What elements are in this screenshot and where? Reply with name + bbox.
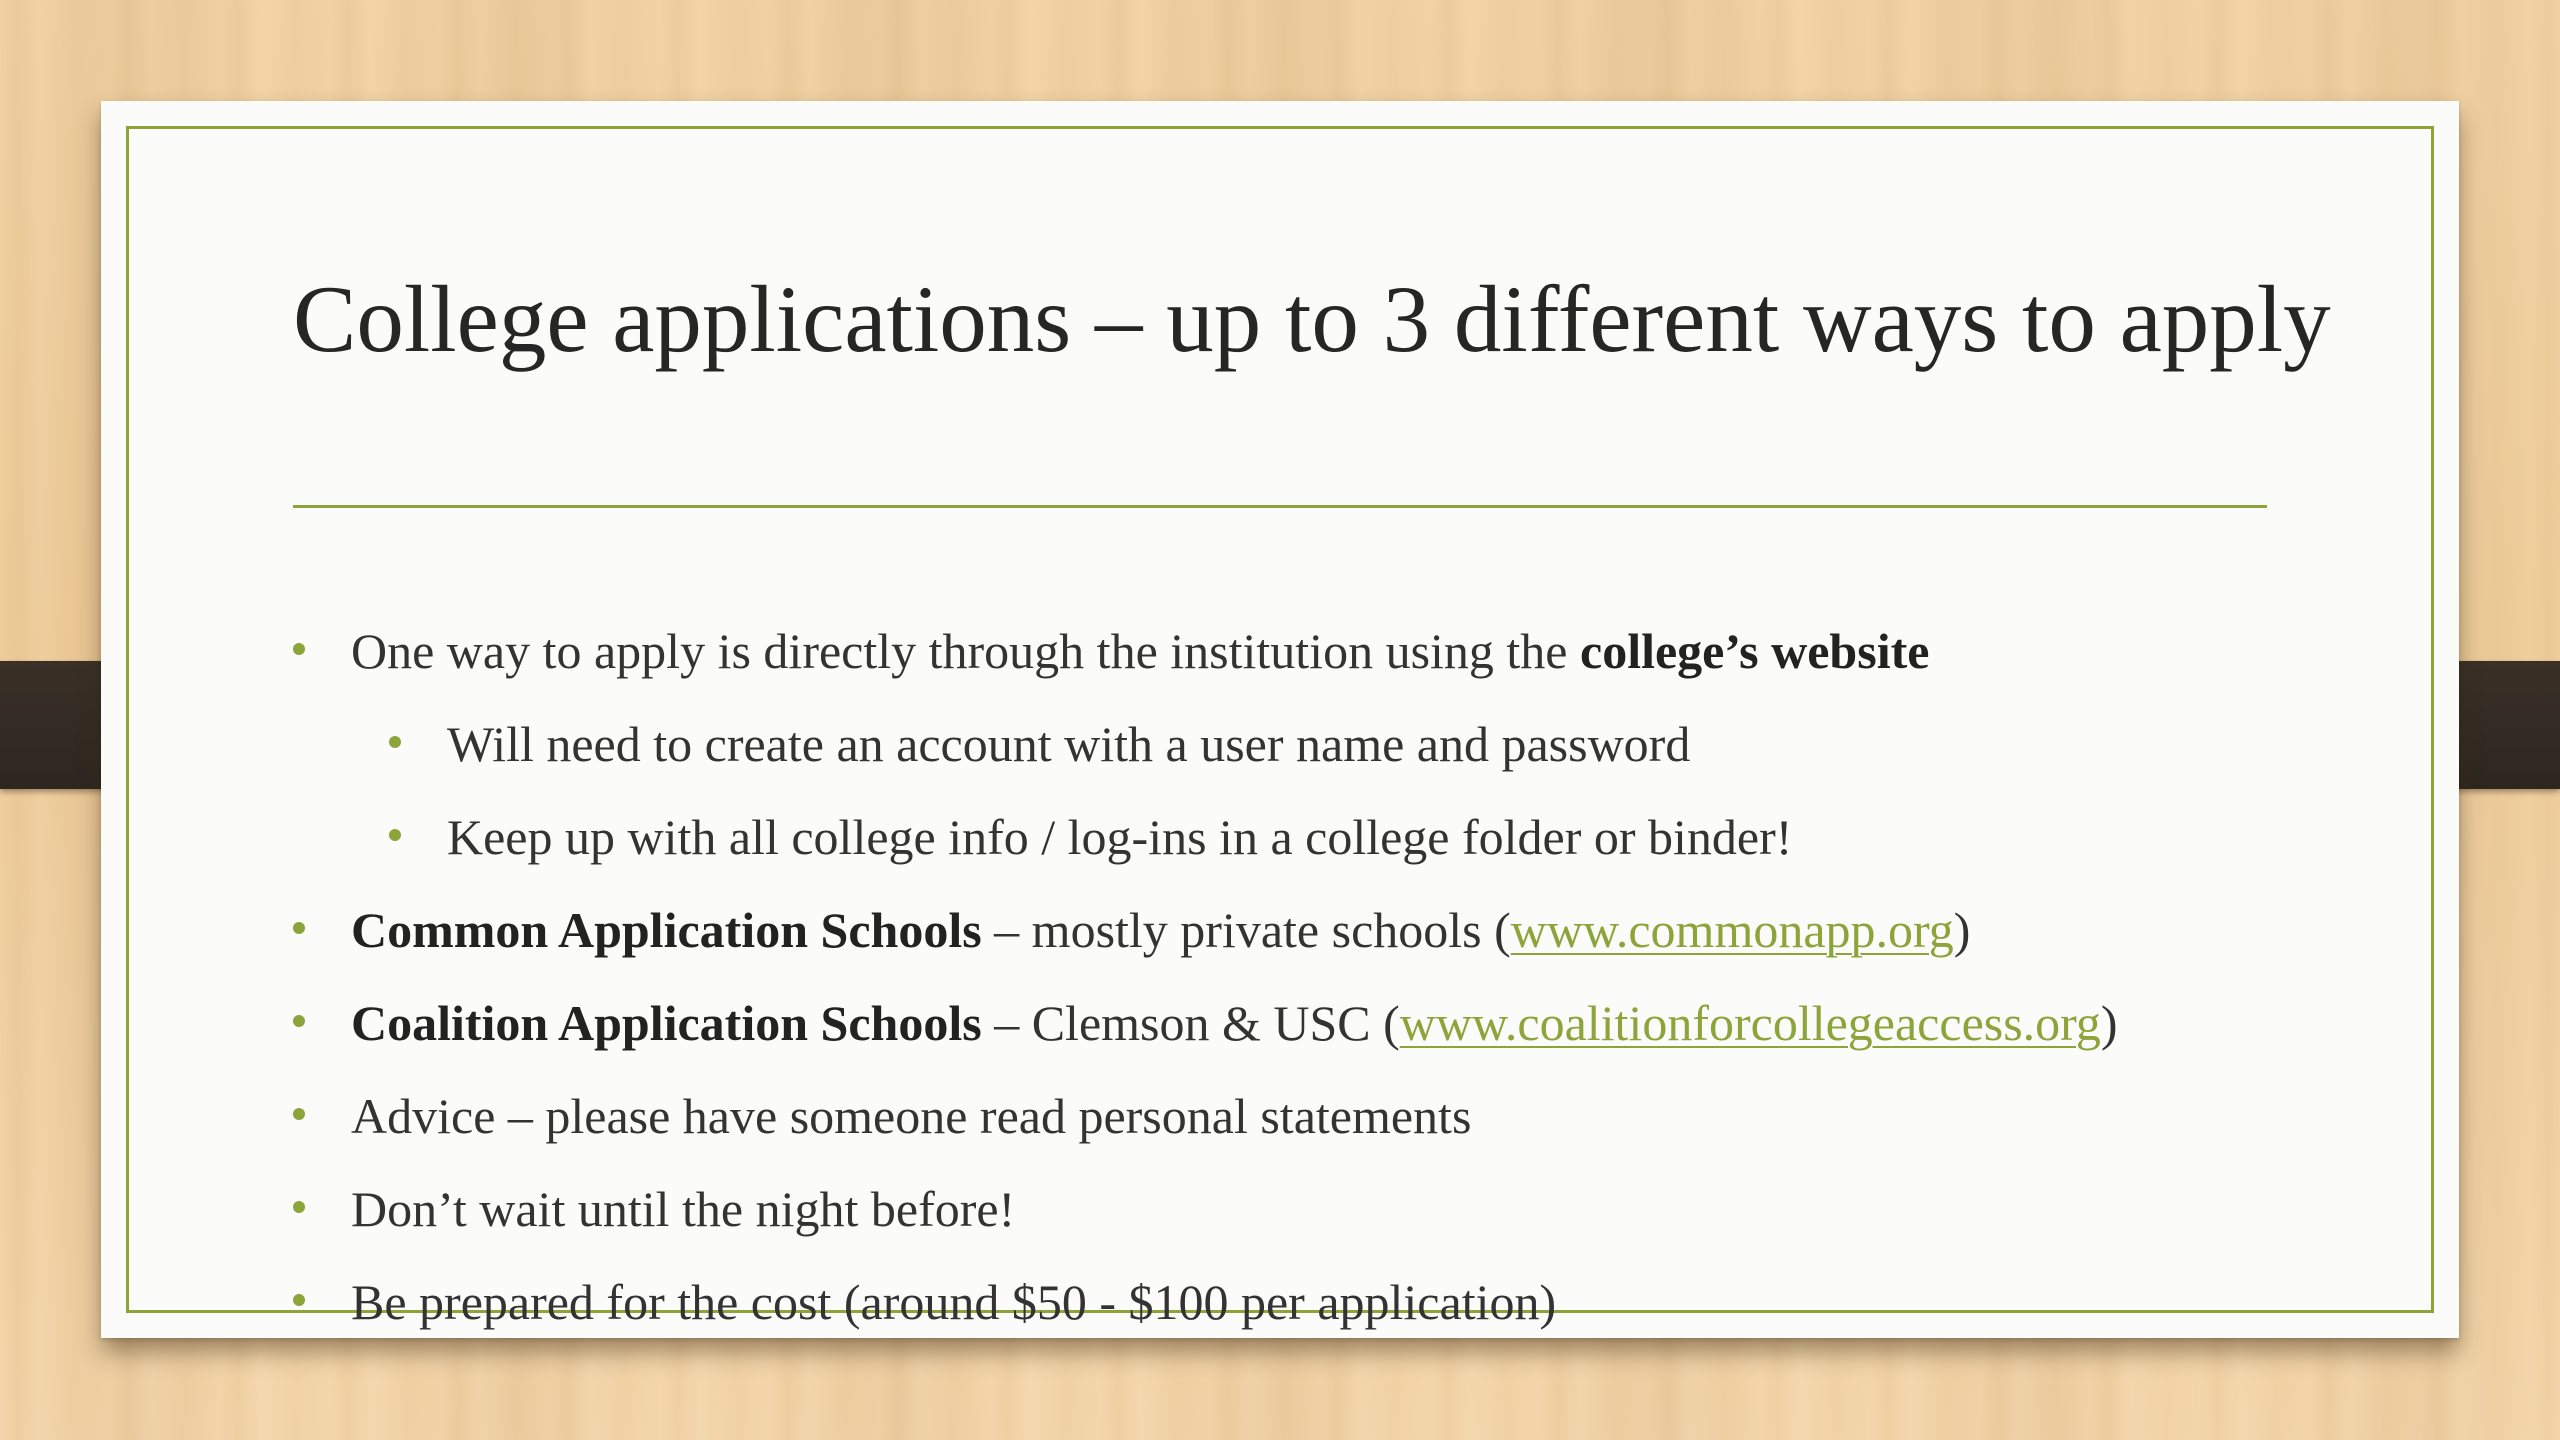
bullet-dot-icon (293, 1108, 305, 1120)
bullet-text: Common Application Schools – mostly private schools (www.commonapp.org) (351, 902, 1971, 958)
bullet-dot-icon (293, 1294, 305, 1306)
bullet-text: Will need to create an account with a user name and password (447, 716, 1691, 772)
bullet-text: Keep up with all college info / log-ins in a college folder or binder! (447, 809, 1793, 865)
title-divider (293, 505, 2267, 508)
bullet-dot-icon (293, 922, 305, 934)
slide-title: College applications – up to 3 different ways to apply (293, 266, 2331, 372)
bullet-text: Don’t wait until the night before! (351, 1181, 1016, 1237)
bullet-dot-icon (293, 1201, 305, 1213)
bullet-text: Be prepared for the cost (around $50 - $100 per application) (351, 1274, 1557, 1330)
slide (101, 101, 2459, 1338)
commonapp-link[interactable]: www.commonapp.org (1510, 902, 1954, 958)
bullet-dot-icon (389, 829, 401, 841)
bullet-dot-icon (389, 736, 401, 748)
bullet-bold-text: Coalition Application Schools (351, 995, 982, 1051)
bullet-dot-icon (293, 643, 305, 655)
bullet-text: Coalition Application Schools – Clemson & USC (www.coalitionforcollegeaccess.org) (351, 995, 2118, 1051)
bullet-dot-icon (293, 1015, 305, 1027)
bullet-bold-text: Common Application Schools (351, 902, 982, 958)
bullet-text: One way to apply is directly through the institution using the college’s website (351, 623, 1930, 679)
bullet-text: Advice – please have someone read personal statements (351, 1088, 1472, 1144)
coalition-link[interactable]: www.coalitionforcollegeaccess.org (1399, 995, 2101, 1051)
bullet-bold-text: college’s website (1580, 623, 1930, 679)
